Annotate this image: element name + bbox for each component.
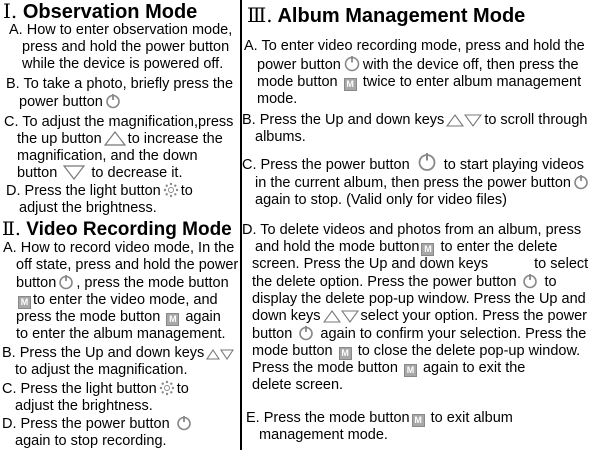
- section-title: Video Recording Mode: [26, 219, 232, 240]
- mode-button-icon: M: [404, 364, 417, 377]
- text-fragment: to: [544, 274, 557, 290]
- power-icon: [176, 415, 192, 431]
- album-item-c: [242, 152, 591, 209]
- text-line: [242, 325, 588, 343]
- text-line: [6, 93, 233, 111]
- video-item-b: [2, 345, 236, 379]
- text-fragment: to scroll through: [484, 112, 588, 128]
- power-icon: [105, 93, 121, 109]
- text-fragment: to exit album: [430, 410, 513, 426]
- observation-heading: [3, 1, 197, 22]
- text-fragment: mode button: [257, 74, 338, 90]
- up-triangle-icon: [323, 310, 341, 323]
- up-triangle-icon: [104, 131, 126, 146]
- section-title: Album Management Mode: [277, 5, 526, 27]
- text-line: magnification, and the down: [17, 148, 198, 164]
- text-line: delete screen.: [252, 377, 344, 393]
- text-fragment: to decrease it.: [91, 165, 183, 181]
- text-fragment: to select: [534, 256, 589, 272]
- text-fragment: screen. Press the Up and down keys: [252, 256, 489, 272]
- down-triangle-icon: [464, 114, 482, 127]
- text-line: to enter the album management.: [16, 326, 226, 342]
- power-icon: [522, 273, 538, 289]
- text-line: [242, 308, 588, 325]
- text-fragment: power button: [19, 94, 103, 110]
- light-icon: [163, 182, 179, 198]
- text-line: while the device is powered off.: [22, 56, 224, 72]
- text-line: A. How to enter observation mode,: [9, 22, 233, 38]
- section-number: Ⅰ.: [3, 0, 18, 23]
- text-fragment: the delete option. Press the power button: [252, 274, 517, 290]
- album-item-a: [244, 38, 585, 108]
- text-fragment: twice to enter album management: [362, 74, 582, 90]
- text-line: display the delete pop-up window. Press the Up and: [252, 291, 586, 307]
- text-line: [242, 360, 588, 377]
- text-fragment: D. Press the light button: [6, 183, 161, 199]
- mode-button-icon: M: [339, 347, 352, 360]
- text-fragment: power button: [257, 57, 341, 73]
- down-triangle-icon: [63, 165, 85, 180]
- mode-button-icon: M: [421, 243, 434, 256]
- text-line: [4, 165, 233, 182]
- text-line: [2, 345, 236, 362]
- text-fragment: mode button: [252, 343, 333, 359]
- text-fragment: button: [16, 275, 57, 291]
- text-line: albums.: [255, 129, 306, 145]
- text-fragment: select your option. Press the power: [360, 308, 587, 324]
- text-fragment: again to confirm your selection. Press the: [320, 326, 587, 342]
- text-line: [3, 309, 238, 326]
- power-icon: [58, 274, 74, 290]
- text-line: press and hold the power button: [22, 39, 230, 55]
- text-fragment: to increase the: [127, 131, 223, 147]
- down-triangle-icon: [341, 310, 359, 323]
- power-icon: [573, 174, 589, 190]
- text-fragment: B. Press the Up and down keys: [242, 112, 445, 128]
- text-fragment: Press the mode button: [252, 360, 398, 376]
- observation-item-c: [4, 114, 233, 182]
- text-line: [242, 343, 588, 360]
- text-line: A. How to record video mode, In the: [3, 240, 235, 256]
- text-line: [246, 410, 513, 427]
- text-fragment: button: [252, 326, 293, 342]
- text-fragment: to start playing videos: [443, 157, 584, 173]
- text-fragment: , press the mode button: [76, 275, 229, 291]
- down-triangle-icon: [220, 349, 234, 360]
- text-fragment: C. Press the light button: [2, 381, 157, 397]
- mode-button-icon: M: [18, 296, 31, 309]
- text-line: A. To enter video recording mode, press and hold the: [244, 38, 585, 54]
- video-item-c: [2, 380, 189, 415]
- text-line: [242, 239, 588, 256]
- section-number: Ⅱ.: [2, 218, 21, 240]
- text-fragment: again to exit the: [422, 360, 526, 376]
- text-fragment: in the current album, then press the power button: [255, 175, 571, 191]
- section-number: Ⅲ.: [247, 3, 273, 27]
- text-line: C. To adjust the magnification,press: [4, 114, 234, 130]
- text-line: [6, 182, 193, 200]
- text-line: mode.: [257, 91, 298, 107]
- text-line: B. To take a photo, briefly press the: [6, 76, 234, 92]
- mode-button-icon: M: [166, 313, 179, 326]
- video-item-d: [2, 415, 194, 450]
- album-item-e: [246, 410, 513, 444]
- album-item-d: [242, 222, 588, 394]
- video-heading: [2, 220, 232, 239]
- text-fragment: to enter the video mode, and: [33, 292, 218, 308]
- text-line: D. To delete videos and photos from an album, press: [242, 222, 582, 238]
- text-line: management mode.: [259, 427, 388, 443]
- text-line: [242, 273, 588, 291]
- text-line: [4, 131, 233, 148]
- mode-button-icon: M: [344, 78, 357, 91]
- mode-button-icon: M: [412, 414, 425, 427]
- power-icon: [298, 325, 314, 341]
- power-icon: [343, 55, 361, 72]
- up-triangle-icon: [446, 114, 464, 127]
- text-line: adjust the brightness.: [15, 398, 153, 414]
- text-fragment: to: [180, 183, 193, 199]
- power-icon: [416, 152, 438, 172]
- up-triangle-icon: [206, 349, 220, 360]
- text-line: again to stop. (Valid only for video files): [255, 192, 508, 208]
- text-line: [2, 415, 194, 433]
- light-icon: [159, 380, 175, 396]
- text-line: [244, 55, 585, 74]
- text-line: adjust the brightness.: [19, 200, 157, 216]
- text-line: to adjust the magnification.: [15, 362, 188, 378]
- video-item-a: [3, 240, 238, 343]
- text-fragment: to close the delete pop-up window.: [357, 343, 581, 359]
- text-line: [244, 74, 585, 91]
- observation-item-a: [9, 22, 232, 73]
- text-fragment: down keys: [252, 308, 321, 324]
- text-line: [242, 112, 587, 129]
- text-line: again to stop recording.: [15, 433, 167, 449]
- text-fragment: to enter the delete: [440, 239, 558, 255]
- text-fragment: the up button: [17, 131, 102, 147]
- observation-item-b: [6, 76, 233, 111]
- text-line: off state, press and hold the power: [16, 257, 239, 273]
- text-fragment: again: [185, 309, 221, 325]
- observation-item-d: [6, 182, 193, 217]
- section-title: Observation Mode: [22, 1, 198, 23]
- text-fragment: to: [176, 381, 189, 397]
- text-line: [242, 152, 591, 174]
- text-fragment: and hold the mode button: [255, 239, 420, 255]
- text-line: [3, 292, 238, 309]
- album-heading: [247, 5, 525, 26]
- text-fragment: E. Press the mode button: [246, 410, 410, 426]
- text-fragment: button: [17, 165, 58, 181]
- text-line: [2, 380, 189, 398]
- text-fragment: with the device off, then press the: [362, 57, 579, 73]
- text-line: [242, 256, 588, 273]
- text-fragment: press the mode button: [16, 309, 161, 325]
- album-item-b: [242, 112, 587, 146]
- text-fragment: B. Press the Up and down keys: [2, 345, 205, 361]
- text-fragment: D. Press the power button: [2, 416, 170, 432]
- text-line: [242, 174, 591, 192]
- text-fragment: C. Press the power button: [242, 157, 410, 173]
- text-line: [3, 274, 238, 292]
